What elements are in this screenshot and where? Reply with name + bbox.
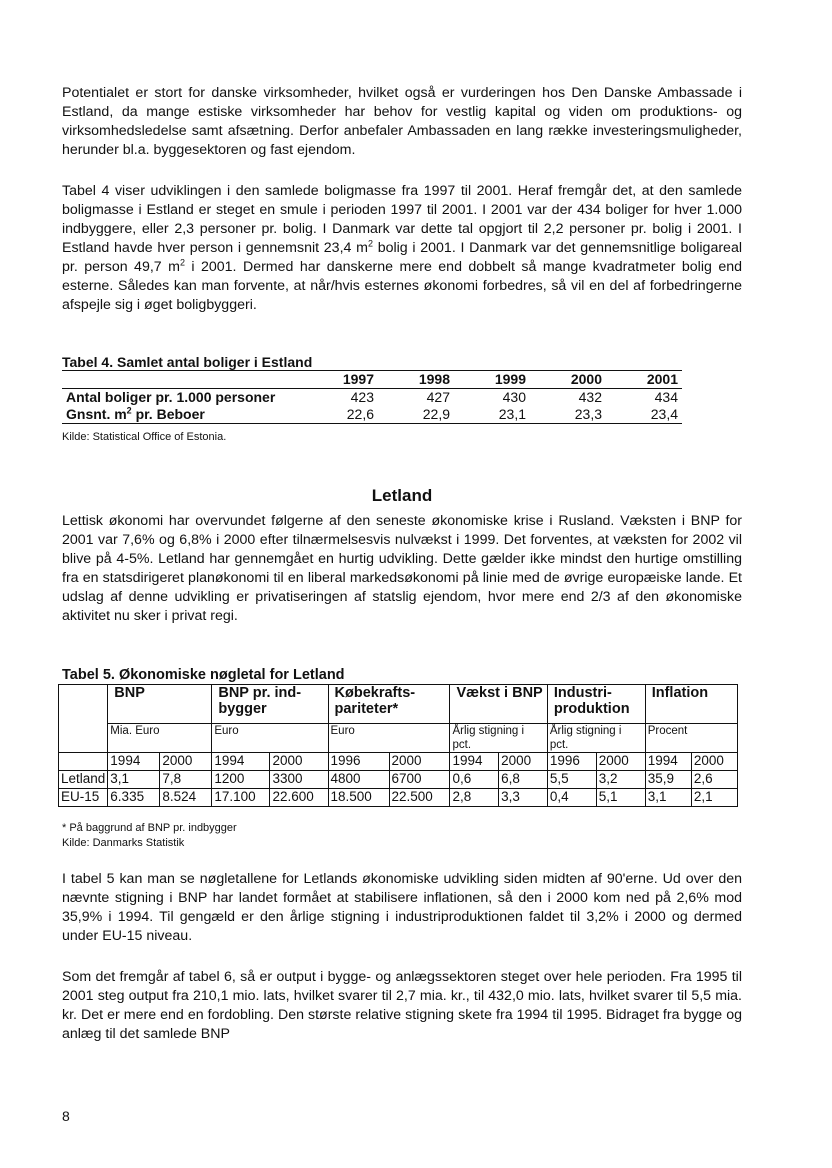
table5-header-row (59, 685, 738, 724)
table5-year: 1996 (547, 753, 596, 771)
table5-year: 1994 (645, 753, 691, 771)
superscript: 2 (126, 405, 132, 416)
table5-cell: 7,8 (160, 771, 212, 789)
table5-year: 1994 (212, 753, 270, 771)
table5-cell: 17.100 (212, 789, 270, 807)
table5-note: * På baggrund af BNP pr. indbygger (62, 822, 237, 834)
table5-year: 2000 (596, 753, 645, 771)
table5-header: Inflation (645, 685, 737, 724)
table5-cell: 2,1 (691, 789, 737, 807)
table5-cell: 3300 (270, 771, 328, 789)
table5-cell: 1200 (212, 771, 270, 789)
table5-cell: 8.524 (160, 789, 212, 807)
table5-row-label: Letland (59, 771, 108, 789)
table5-cell: 6700 (389, 771, 450, 789)
table4-caption: Tabel 4. Samlet antal boliger i Estland (62, 354, 313, 370)
table4-cell: 22,6 (302, 406, 378, 424)
table5-year: 2000 (270, 753, 328, 771)
table5-header: Vækst i BNP (450, 685, 547, 724)
table4-header-row (62, 371, 682, 389)
table5-unit: Årlig stigning i pct. (547, 724, 645, 753)
section-title: Letland (371, 486, 433, 505)
superscript: 2 (179, 257, 185, 268)
table4-cell: 423 (350, 389, 374, 405)
table5-unit: Procent (645, 724, 737, 753)
table4-row (62, 406, 682, 424)
table5-header: BNP (108, 685, 212, 724)
table4-row-label (62, 406, 302, 424)
table5-corner (59, 753, 108, 771)
table5-cell: 3,1 (645, 789, 691, 807)
table5-header: BNP pr. ind-bygger (212, 685, 328, 724)
table4-year: 1999 (454, 371, 530, 389)
table4-row-label-part: pr. Beboer (131, 406, 205, 422)
table5-units-row (59, 724, 738, 753)
paragraph-investment: Potentialet er stort for danske virksomheder, hvilket også er vurderingen hos Den Danske Ambassade i Estland, da mange estiske virksomheder har behov for vestlig kapital og viden om produktions- og virksomhedsledelse samt afsætning. Derfor anbefaler Ambassaden en lang række investeringsmuligheder, herunder bl.a. byggesektoren og fast ejendom. (62, 85, 742, 158)
table5-cell: 6.335 (108, 789, 160, 807)
table5-header: Købekrafts-pariteter* (328, 685, 450, 724)
table5-year: 1994 (450, 753, 499, 771)
page-number: 8 (62, 1108, 70, 1124)
paragraph-housing-part-b: bolig i 2001. I Danmark var det gennemsnitlige boligareal pr. person 49,7 m (62, 240, 742, 275)
superscript: 2 (367, 238, 373, 249)
paragraph-latvia-economy: Lettisk økonomi har overvundet følgerne af den seneste økonomiske krise i Rusland. Væksten i BNP for 2001 var 7,6% og 6,8% i 2000 efter tilnærmelsesvis nulvækst i 1999. Det forventes, at væksten for 2002 vil blive på 4-5%. Letland har gennemgået en hurtig udvikling. Dette gælder ikke mindst den hurtige omstilling fra en statsdirigeret planøkonomi til en liberal markedsøkonomi på linie med de øvrige europæiske lande. Et udslag af denne udvikling er privatiseringen af statslig ejendom, hvor mere end 2/3 af den økonomiske aktivitet nu sker i privat regi. (62, 513, 742, 624)
table5 (58, 684, 738, 807)
table5-corner (59, 685, 108, 753)
table4-year: 1997 (302, 371, 378, 389)
table5-row-label: EU-15 (59, 789, 108, 807)
table5-cell: 22.500 (389, 789, 450, 807)
paragraph-housing (62, 182, 742, 315)
table5-cell: 22.600 (270, 789, 328, 807)
table5-cell: 6,8 (499, 771, 548, 789)
table4-cell: 22,9 (378, 406, 454, 424)
table5-cell: 0,4 (547, 789, 596, 807)
table5-unit: Euro (212, 724, 328, 753)
table5-year: 1996 (328, 753, 389, 771)
table5-cell: 18.500 (328, 789, 389, 807)
table5-cell: 2,8 (450, 789, 499, 807)
table5-unit: Mia. Euro (108, 724, 212, 753)
table5-unit: Euro (328, 724, 450, 753)
paragraph-construction: Som det fremgår af tabel 6, så er output i bygge- og anlægssektoren steget over hele perioden. Fra 1995 til 2001 steg output fra 210,1 mio. lats, hvilket svarer til 2,7 mia. kr., til 432,0 mio. lats, hvilket svarer til 5,5 mia. kr. Det er mere end en fordobling. Den største relative stigning skete fra 1994 til 1995. Bidraget fra bygge og anlæg til det samlede BNP (62, 969, 742, 1042)
table4 (62, 370, 682, 424)
table4-cell: 23,3 (530, 406, 606, 424)
table5-unit: Årlig stigning i pct. (450, 724, 547, 753)
table5-cell: 3,3 (499, 789, 548, 807)
table4-cell: 430 (502, 389, 526, 405)
table5-cell: 3,1 (108, 771, 160, 789)
table5-cell: 4800 (328, 771, 389, 789)
table4-cell: 427 (426, 389, 450, 405)
table5-year: 2000 (499, 753, 548, 771)
table4-year: 2000 (530, 371, 606, 389)
table5-year: 2000 (389, 753, 450, 771)
table5-year: 2000 (160, 753, 212, 771)
table4-cell: 23,4 (606, 406, 682, 424)
table4-year: 2001 (606, 371, 682, 389)
table5-cell: 5,1 (596, 789, 645, 807)
table5-caption: Tabel 5. Økonomiske nøgletal for Letland (62, 667, 345, 683)
table4-year: 1998 (378, 371, 454, 389)
table5-source: Kilde: Danmarks Statistik (62, 837, 185, 849)
table5-cell: 0,6 (450, 771, 499, 789)
table5-row-letland (59, 771, 738, 789)
paragraph-table5-summary: I tabel 5 kan man se nøgletallene for Letlands økonomiske udvikling siden midten af 90'erne. Ud over den nævnte stigning i BNP har landet formået at stabilisere inflationen, så den i 2000 kom ned på 2,6% mod 35,9% i 1994. Til gengæld er den årlige stigning i industriproduktionen faldet til 3,2% i 2000 og dermed under EU-15 niveau. (62, 871, 742, 944)
table5-years-row (59, 753, 738, 771)
table5-year: 1994 (108, 753, 160, 771)
table4-cell: 434 (654, 389, 678, 405)
table5-header: Industri-produktion (547, 685, 645, 724)
table4-row (62, 389, 682, 407)
table4-cell: 23,1 (454, 406, 530, 424)
table5-cell: 3,2 (596, 771, 645, 789)
table5-cell: 2,6 (691, 771, 737, 789)
table5-year: 2000 (691, 753, 737, 771)
table5-row-eu15 (59, 789, 738, 807)
paragraph-housing-part-c: i 2001. Dermed har danskerne mere end dobbelt så mange kvadratmeter bolig end esterne. Således kan man forvente, at når/hvis esternes økonomi forbedres, så vil en del af forbedringerne afspejle sig i øget boligbyggeri. (62, 259, 742, 313)
table4-row-label-part: Gnsnt. m (66, 406, 127, 422)
table5-cell: 5,5 (547, 771, 596, 789)
table4-cell: 432 (578, 389, 602, 405)
table4-row-label: Antal boliger pr. 1.000 personer (66, 389, 276, 405)
table5-cell: 35,9 (645, 771, 691, 789)
table4-source: Kilde: Statistical Office of Estonia. (62, 431, 227, 443)
paragraph-housing-part-a: Tabel 4 viser udviklingen i den samlede boligmasse fra 1997 til 2001. Heraf fremgår det, at den samlede boligmasse i Estland er steget en smule i perioden 1997 til 2001. I 2001 var der 434 boliger for hver 1.000 indbyggere, eller 2,3 personer pr. bolig. I Danmark var dette tal opgjort til 2,2 personer pr. bolig i 2001. I Estland havde hver person i gennemsnit 23,4 m (62, 183, 742, 256)
table4-corner (62, 371, 302, 389)
